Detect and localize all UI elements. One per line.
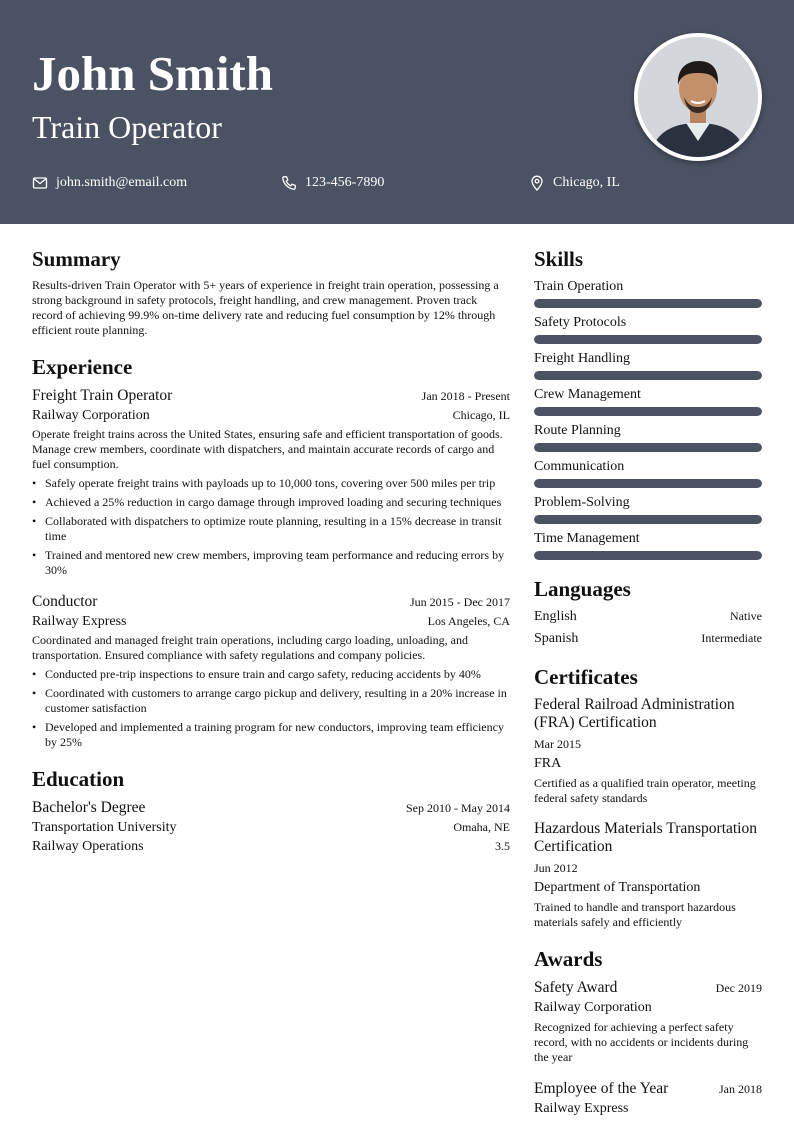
skill-name: Time Management (534, 531, 640, 546)
location-text: Chicago, IL (553, 175, 620, 190)
skill-item (534, 278, 762, 308)
phone-text: 123-456-7890 (305, 175, 385, 190)
skill-name: Safety Protocols (534, 315, 627, 330)
skill-level-bar (534, 299, 762, 308)
main-column (32, 246, 510, 872)
certificate-name: Hazardous Materials Transportation Certification (534, 820, 757, 855)
languages-heading: Languages (534, 577, 631, 601)
achievement-item: • Developed and implemented a training program for new conductors, improving team efficiency by 25% (32, 720, 510, 750)
skill-item (534, 386, 762, 416)
skill-level-bar (534, 515, 762, 524)
skill-item (534, 422, 762, 452)
certificate-date: Mar 2015 (534, 737, 581, 751)
job-description: Operate freight trains across the United States, ensuring safe and efficient transportation of goods. Manage crew members, coordinate with dispatchers, and maintain accurate records of cargo and fuel consumption. (32, 427, 503, 471)
certificates-section (534, 664, 762, 930)
skills-list (534, 278, 762, 560)
achievement-item: • Achieved a 25% reduction in cargo damage through improved loading and securing techniques (32, 495, 510, 510)
skill-item (534, 350, 762, 380)
achievement-item: • Coordinated with customers to arrange cargo pickup and delivery, resulting in a 20% increase in customer satisfaction (32, 686, 510, 716)
degree: Bachelor's Degree (32, 799, 146, 816)
award-title: Safety Award (534, 979, 618, 996)
language-name: Spanish (534, 631, 579, 646)
award-description: Recognized for achieving a perfect safety record, with no accidents or incidents during the year (534, 1020, 749, 1064)
candidate-name: John Smith (32, 46, 274, 101)
phone-icon (281, 175, 297, 191)
job-title: Conductor (32, 593, 98, 610)
skill-level-fill (534, 443, 762, 452)
certificate-date: Jun 2012 (534, 861, 578, 875)
language-name: English (534, 609, 577, 624)
map-pin-icon (529, 175, 545, 191)
achievement-item: • Collaborated with dispatchers to optimize route planning, resulting in a 15% decrease in transit time (32, 514, 510, 544)
contact-email[interactable] (32, 174, 187, 192)
job-location: Chicago, IL (452, 408, 510, 422)
skill-level-bar (534, 371, 762, 380)
certificate-description: Certified as a qualified train operator, meeting federal safety standards (534, 776, 756, 805)
certificate-issuer: Department of Transportation (534, 880, 701, 895)
education-dates: Sep 2010 - May 2014 (406, 801, 510, 815)
experience-item (32, 592, 510, 750)
skill-level-fill (534, 515, 762, 524)
skill-level-fill (534, 407, 762, 416)
job-location: Los Angeles, CA (427, 614, 510, 628)
summary-text: Results-driven Train Operator with 5+ years of experience in freight train operation, possessing a strong background in safety protocols, freight handling, and crew management. Proven track record of achieving 99.9% on-time delivery rate and reducing fuel consumption by 12% through efficient route planning. (32, 278, 499, 337)
job-achievements (32, 667, 510, 750)
email-text: john.smith@email.com (56, 175, 188, 190)
skill-level-bar (534, 551, 762, 560)
award-org: Railway Corporation (534, 1000, 652, 1015)
skill-item (534, 314, 762, 344)
certificate-name: Federal Railroad Administration (FRA) Certification (534, 696, 735, 731)
award-org: Railway Express (534, 1101, 629, 1116)
achievement-item: • Safely operate freight trains with payloads up to 10,000 tons, covering over 500 miles per trip (32, 476, 510, 491)
candidate-title: Train Operator (32, 109, 222, 145)
skill-name: Train Operation (534, 279, 624, 294)
job-description: Coordinated and managed freight train operations, including cargo loading, unloading, and transportation. Ensured compliance with safety regulations and company policies. (32, 633, 468, 662)
education-section (32, 766, 510, 856)
skill-level-bar (534, 335, 762, 344)
awards-section (534, 946, 762, 1118)
language-level: Native (730, 609, 762, 623)
certificate-description: Trained to handle and transport hazardous materials safely and efficiently (534, 900, 736, 929)
skill-level-bar (534, 407, 762, 416)
language-item (534, 608, 762, 626)
field-of-study: Railway Operations (32, 839, 144, 854)
job-company: Railway Corporation (32, 408, 150, 423)
skills-heading: Skills (534, 247, 584, 271)
award-date: Dec 2019 (715, 981, 762, 995)
skill-item (534, 530, 762, 560)
skill-level-fill (534, 299, 762, 308)
languages-section (534, 576, 762, 648)
experience-item (32, 386, 510, 578)
skill-name: Crew Management (534, 387, 641, 402)
summary-heading: Summary (32, 247, 121, 271)
certificate-item (534, 820, 762, 930)
job-title: Freight Train Operator (32, 387, 173, 404)
award-item (534, 978, 762, 1065)
job-dates: Jan 2018 - Present (421, 389, 510, 403)
certificates-heading: Certificates (534, 665, 638, 689)
skill-name: Route Planning (534, 423, 621, 438)
school-location: Omaha, NE (453, 820, 510, 834)
job-company: Railway Express (32, 614, 127, 629)
skill-name: Communication (534, 459, 625, 474)
contact-location (529, 174, 620, 192)
mail-icon (32, 175, 48, 191)
skill-level-bar (534, 479, 762, 488)
skill-name: Freight Handling (534, 351, 631, 366)
summary-section (32, 246, 510, 338)
language-item (534, 630, 762, 648)
award-item (534, 1079, 762, 1118)
awards-heading: Awards (534, 947, 603, 971)
skill-item (534, 458, 762, 488)
sidebar-column (534, 246, 762, 1123)
certificate-item (534, 696, 762, 806)
skill-level-fill (534, 479, 762, 488)
achievement-item: • Trained and mentored new crew members, improving team performance and reducing errors by 30% (32, 548, 510, 578)
certificate-issuer: FRA (534, 756, 562, 771)
profile-photo (634, 33, 762, 161)
award-title: Employee of the Year (534, 1080, 669, 1097)
school-name: Transportation University (32, 820, 177, 835)
skill-level-bar (534, 443, 762, 452)
resume-header (0, 0, 794, 224)
skills-section (534, 246, 762, 560)
skill-level-fill (534, 335, 762, 344)
skill-level-fill (534, 551, 762, 560)
skill-level-fill (534, 371, 762, 380)
achievement-item: • Conducted pre-trip inspections to ensure train and cargo safety, reducing accidents by 40% (32, 667, 510, 682)
education-heading: Education (32, 767, 125, 791)
experience-section (32, 354, 510, 750)
skill-item (534, 494, 762, 524)
skill-name: Problem-Solving (534, 495, 630, 510)
award-date: Jan 2018 (719, 1082, 762, 1096)
job-achievements (32, 476, 510, 578)
gpa: 3.5 (495, 839, 510, 853)
avatar-portrait-icon (638, 37, 758, 157)
job-dates: Jun 2015 - Dec 2017 (410, 595, 510, 609)
language-level: Intermediate (701, 631, 762, 645)
experience-heading: Experience (32, 355, 133, 379)
contact-phone[interactable] (281, 174, 384, 192)
